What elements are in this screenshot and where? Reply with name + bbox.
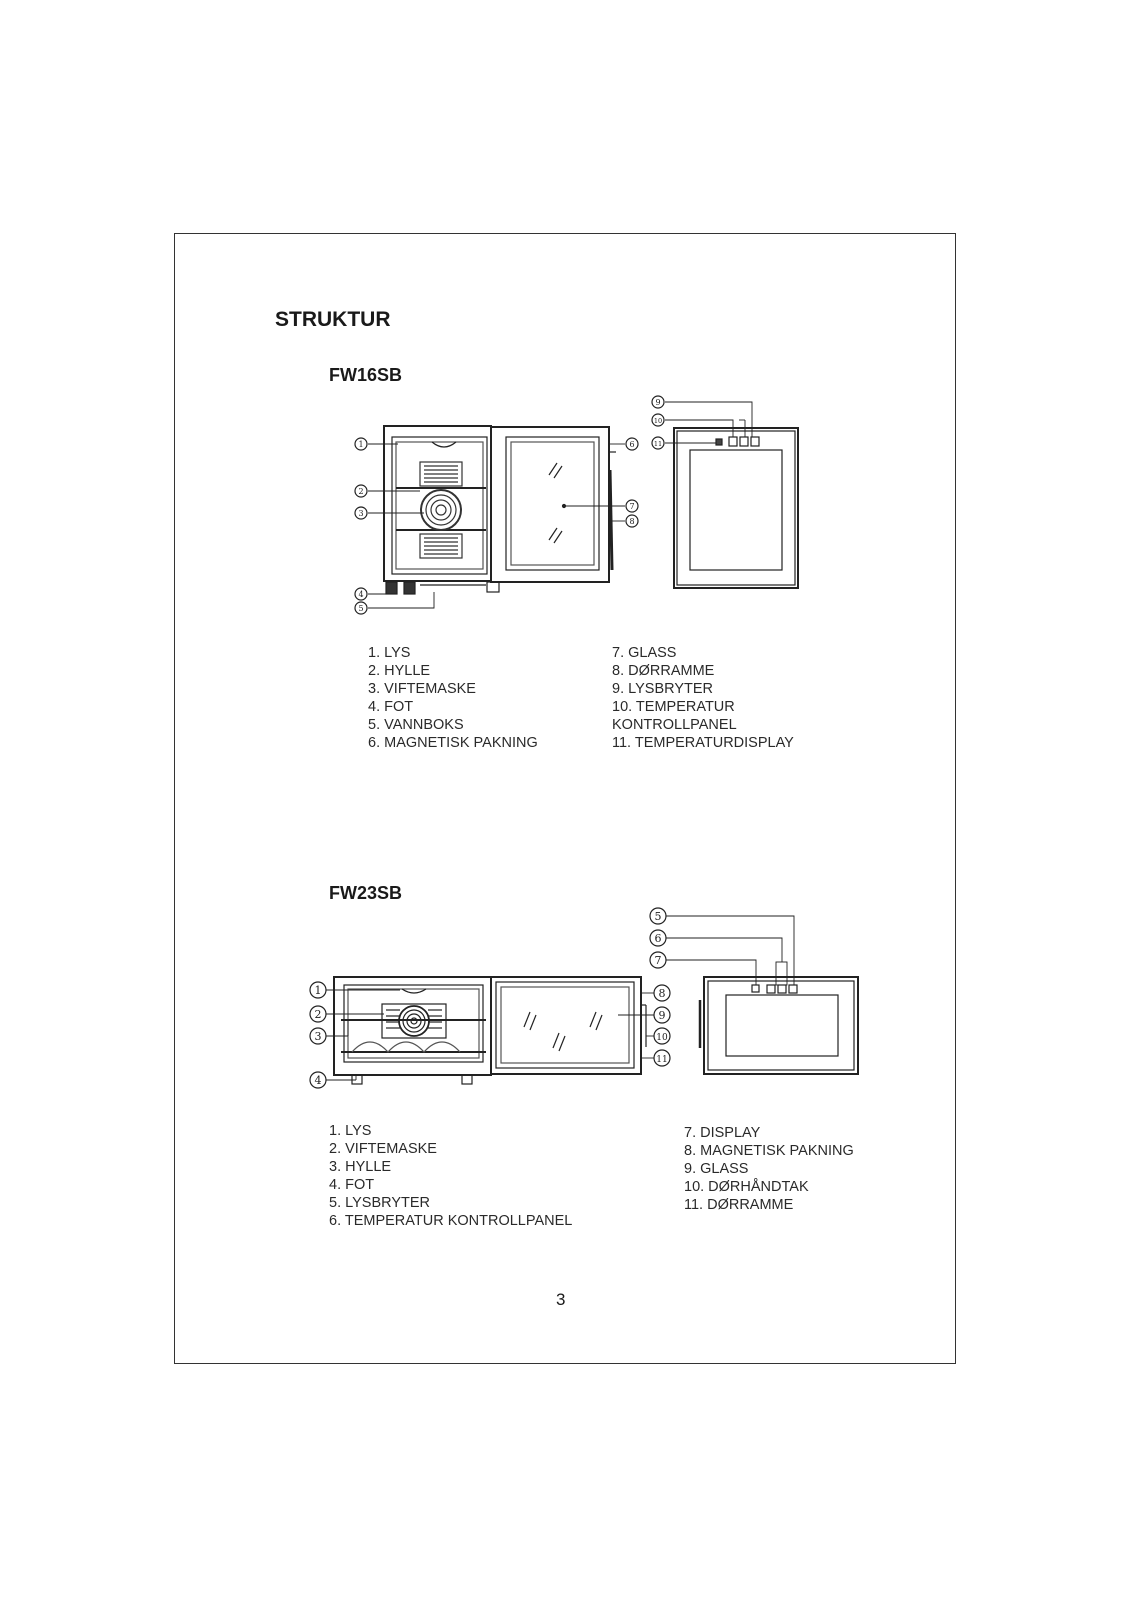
legend-item: 8. DØRRAMME <box>612 663 715 679</box>
fw16sb-callout-9 <box>652 396 664 408</box>
fw23sb-callout-6 <box>650 930 666 946</box>
fw16sb-callout-2 <box>355 485 367 497</box>
svg-text:8: 8 <box>629 517 635 526</box>
legend-item: 8. MAGNETISK PAKNING <box>684 1143 854 1159</box>
svg-text:4: 4 <box>358 590 364 599</box>
svg-text:7: 7 <box>629 502 635 511</box>
page-number: 3 <box>556 1290 566 1309</box>
fw16sb-model-heading: FW16SB <box>329 365 403 385</box>
fw23sb-callout-3 <box>310 1028 326 1044</box>
fw23sb-callout-7 <box>650 952 666 968</box>
fw16sb-callout-7 <box>626 500 638 512</box>
fw23sb-legend-right <box>684 1124 854 1214</box>
svg-text:4: 4 <box>314 1074 322 1087</box>
svg-text:11: 11 <box>653 440 663 448</box>
legend-item: 2. VIFTEMASKE <box>329 1141 437 1157</box>
legend-item: 7. DISPLAY <box>684 1125 761 1141</box>
legend-item: KONTROLLPANEL <box>612 717 737 733</box>
fw23sb-door-front <box>700 977 858 1074</box>
legend-item: 6. MAGNETISK PAKNING <box>368 735 538 751</box>
svg-text:8: 8 <box>658 987 666 1000</box>
legend-item: 9. GLASS <box>684 1161 749 1177</box>
legend-item: 11. DØRRAMME <box>684 1197 794 1213</box>
fw23sb-callout-9 <box>654 1007 670 1023</box>
svg-text:10: 10 <box>653 417 663 425</box>
fw16sb-callout-3 <box>355 507 367 519</box>
legend-item: 5. LYSBRYTER <box>329 1195 431 1211</box>
svg-text:10: 10 <box>656 1033 668 1043</box>
legend-item: 3. HYLLE <box>329 1159 392 1175</box>
legend-item: 7. GLASS <box>612 645 677 661</box>
svg-text:9: 9 <box>655 398 661 407</box>
fw23sb-callout-10 <box>654 1028 670 1044</box>
fw16sb-cabinet <box>384 426 499 594</box>
fw23sb-callout-2 <box>310 1006 326 1022</box>
legend-item: 9. LYSBRYTER <box>612 681 714 697</box>
svg-text:3: 3 <box>314 1030 322 1043</box>
fw23sb-callout-4 <box>310 1072 326 1088</box>
fw16sb-door-front <box>674 428 798 588</box>
svg-text:9: 9 <box>658 1009 666 1022</box>
svg-text:11: 11 <box>656 1055 668 1065</box>
svg-text:5: 5 <box>654 910 662 923</box>
fw23sb-callout-11 <box>654 1050 670 1066</box>
fw23sb-legend-left <box>329 1122 572 1230</box>
fw16sb-callout-1 <box>355 438 367 450</box>
fw16sb-callout-4 <box>355 588 367 600</box>
fw16sb-callout-10 <box>652 414 664 426</box>
fw23sb-callout-5 <box>650 908 666 924</box>
svg-text:3: 3 <box>358 509 364 518</box>
legend-item: 2. HYLLE <box>368 663 431 679</box>
fw16sb-callout-8 <box>626 515 638 527</box>
svg-text:6: 6 <box>654 932 662 945</box>
fw16sb-leader-lines <box>368 402 752 608</box>
legend-item: 11. TEMPERATURDISPLAY <box>612 735 794 751</box>
legend-item: 10. TEMPERATUR <box>612 699 735 715</box>
fw23sb-model-heading: FW23SB <box>329 883 403 903</box>
fw23sb-cabinet <box>334 977 491 1084</box>
fw16sb-callout-5 <box>355 602 367 614</box>
fw23sb-callout-8 <box>654 985 670 1001</box>
fw16sb-legend-left <box>368 644 538 752</box>
legend-item: 4. FOT <box>368 699 414 715</box>
svg-text:7: 7 <box>654 954 662 967</box>
svg-text:2: 2 <box>358 487 364 496</box>
fw23sb-door-open <box>491 977 646 1074</box>
svg-text:1: 1 <box>314 984 322 997</box>
fw23sb-leader-lines <box>326 916 794 1080</box>
svg-text:6: 6 <box>629 440 635 449</box>
fw23sb-callout-1 <box>310 982 326 998</box>
fw16sb-door-open <box>491 427 616 582</box>
legend-item: 4. FOT <box>329 1177 375 1193</box>
fw16sb-fan-grille <box>420 462 462 558</box>
page-title: STRUKTUR <box>275 308 391 331</box>
legend-item: 3. VIFTEMASKE <box>368 681 476 697</box>
legend-item: 1. LYS <box>368 645 411 661</box>
legend-item: 5. VANNBOKS <box>368 717 464 733</box>
fw16sb-callout-11 <box>652 437 664 449</box>
legend-item: 1. LYS <box>329 1123 372 1139</box>
legend-item: 6. TEMPERATUR KONTROLLPANEL <box>329 1213 573 1229</box>
fw16sb-callout-6 <box>626 438 638 450</box>
svg-text:1: 1 <box>358 440 364 449</box>
svg-text:5: 5 <box>358 604 364 613</box>
svg-text:2: 2 <box>314 1008 322 1021</box>
legend-item: 10. DØRHÅNDTAK <box>684 1179 809 1195</box>
fw16sb-legend-right <box>612 644 794 752</box>
